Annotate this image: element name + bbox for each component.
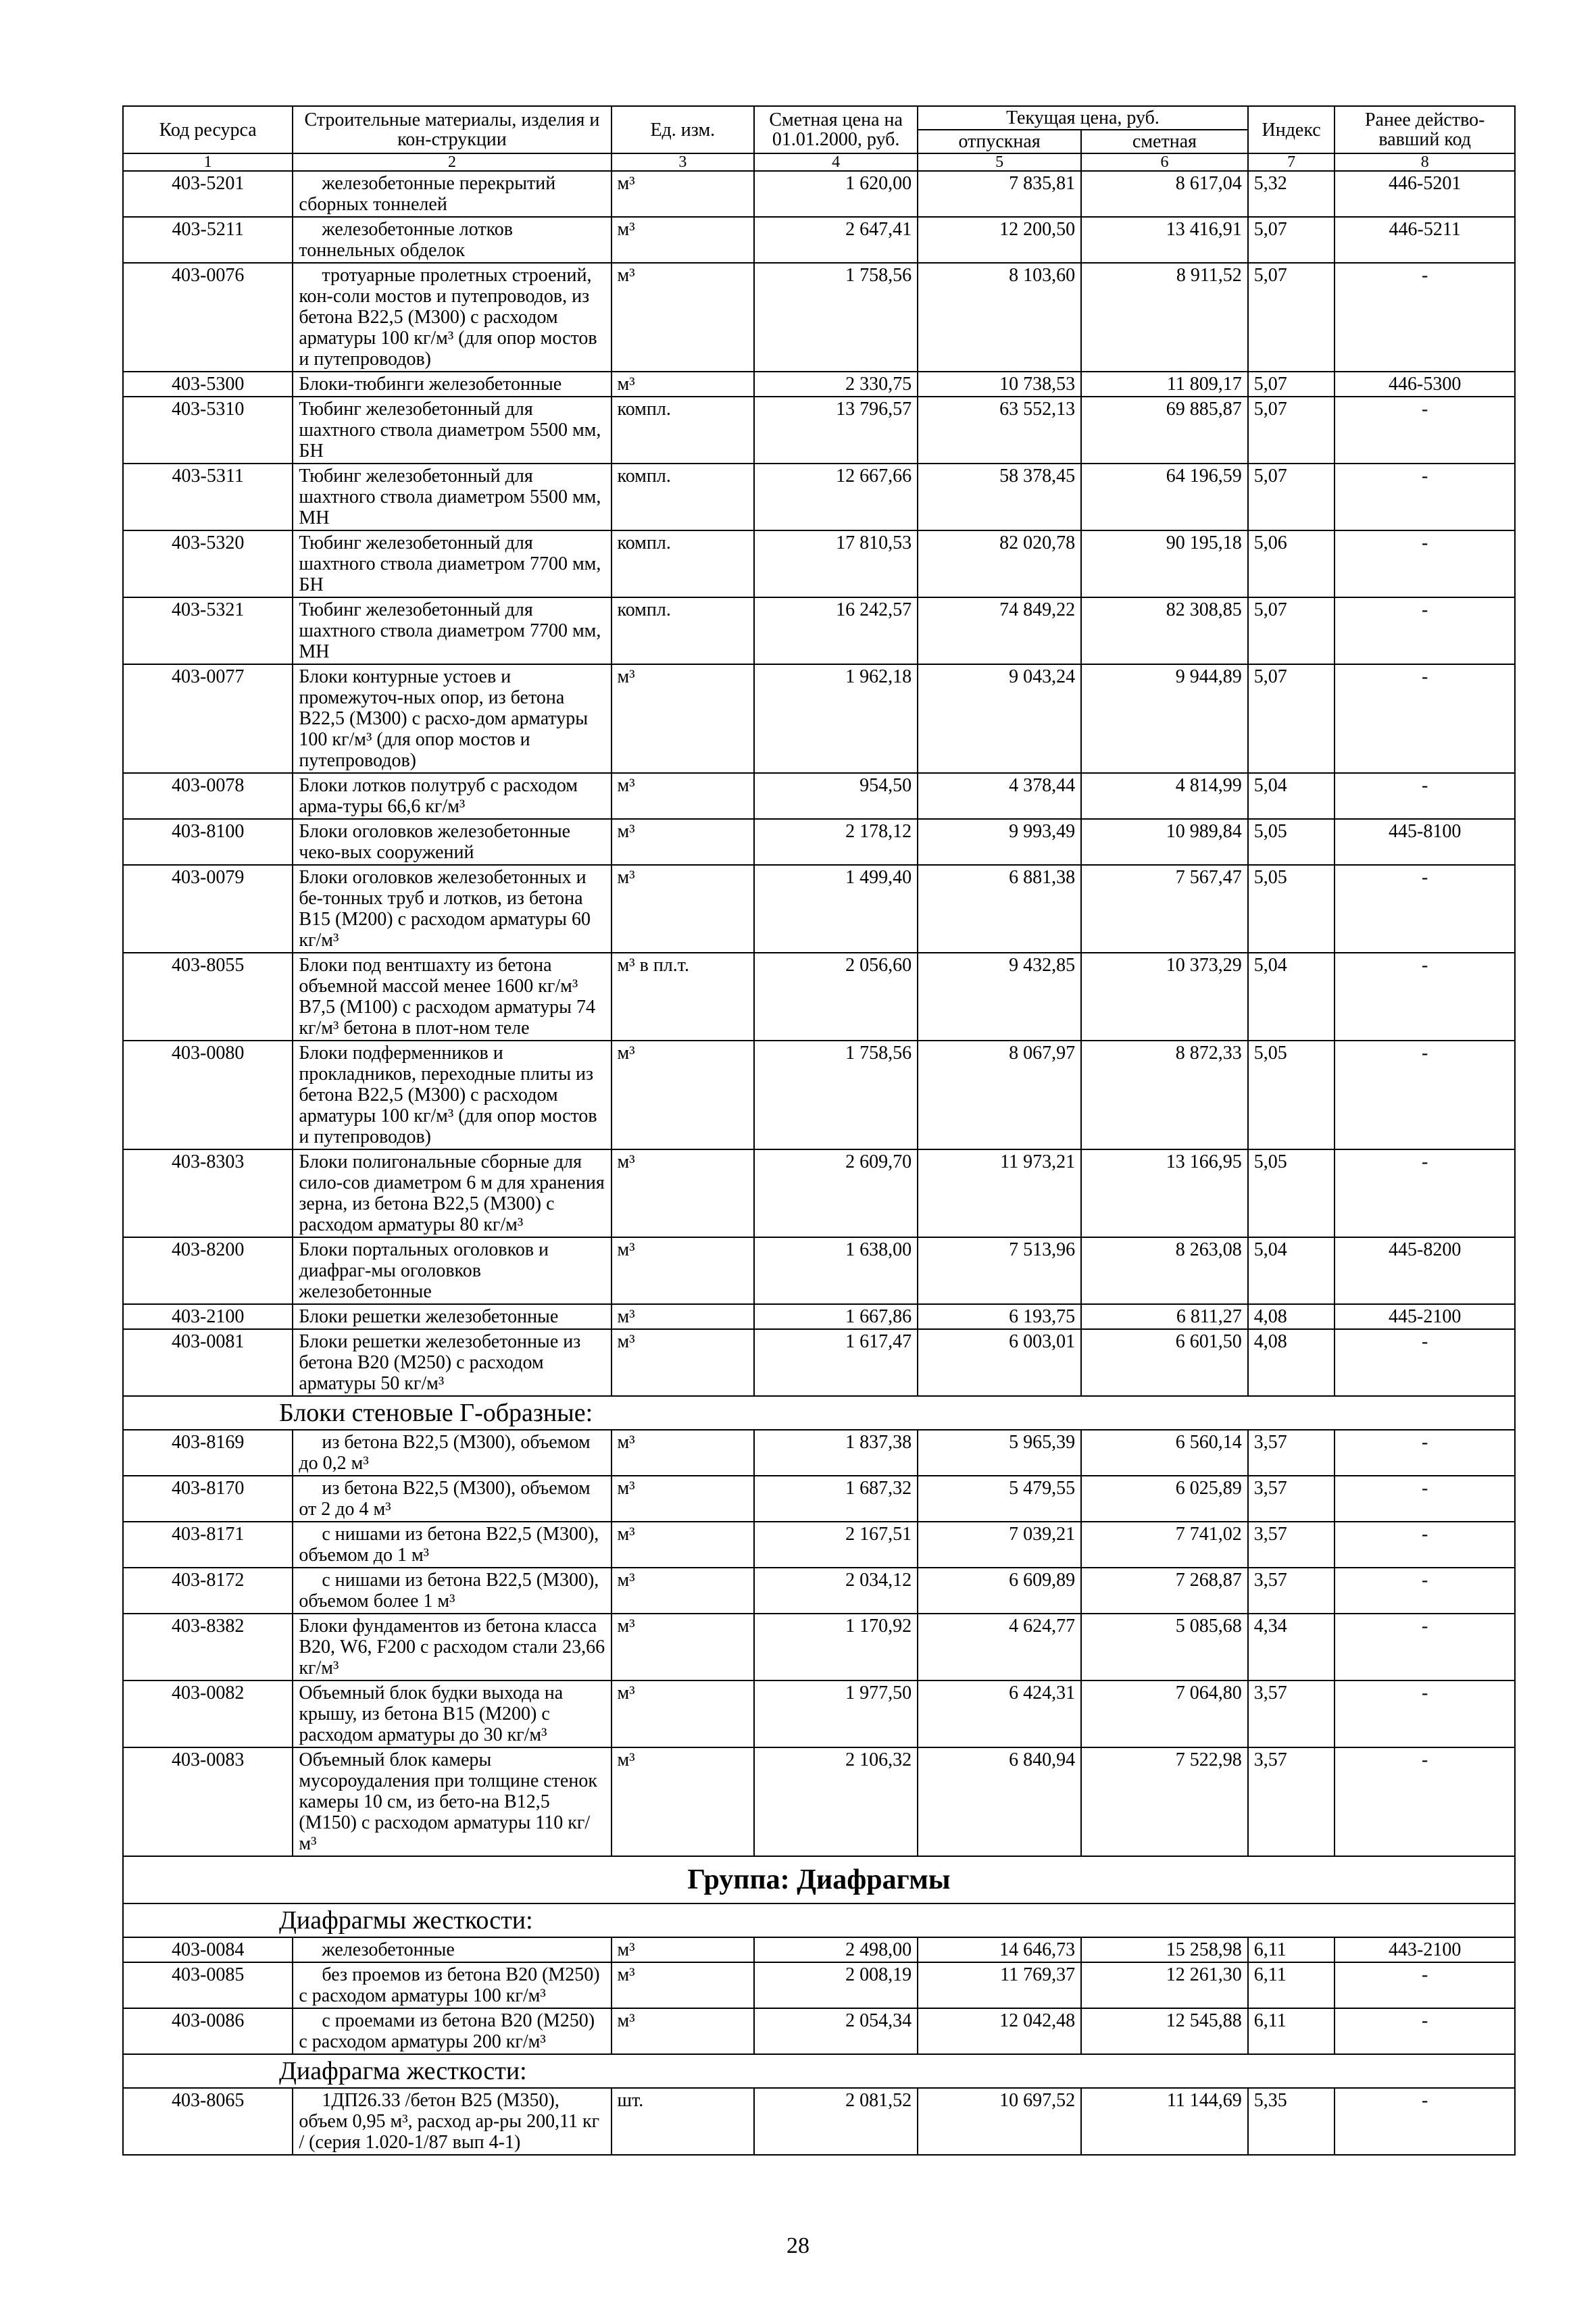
price-index-cell: 5,07 xyxy=(1248,464,1335,530)
base-price-cell: 1 962,18 xyxy=(754,664,918,773)
page-number: 28 xyxy=(787,2233,809,2258)
table-row xyxy=(123,1614,1515,1681)
release-price-cell: 74 849,22 xyxy=(918,597,1081,664)
release-price-cell: 6 840,94 xyxy=(918,1747,1081,1856)
column-number: 8 xyxy=(1335,153,1515,171)
previous-code-cell: 445-8100 xyxy=(1335,819,1515,865)
base-price-cell: 1 617,47 xyxy=(754,1329,918,1396)
material-name-cell: Блоки портальных оголовков и диафраг-мы оголовков железобетонные xyxy=(293,1237,611,1304)
estimate-price-cell: 6 025,89 xyxy=(1081,1476,1248,1522)
price-index-cell: 5,05 xyxy=(1248,819,1335,865)
base-price-cell: 1 620,00 xyxy=(754,171,918,217)
rows-group-blocks xyxy=(123,171,1515,1396)
table-row xyxy=(123,397,1515,464)
resource-code-cell: 403-5310 xyxy=(123,397,293,464)
column-number: 5 xyxy=(918,153,1081,171)
previous-code-cell: 443-2100 xyxy=(1335,1937,1515,1962)
material-name-cell: железобетонные лотков тоннельных обделок xyxy=(293,217,611,263)
material-name-cell: из бетона В22,5 (М300), объемом до 0,2 м³ xyxy=(293,1430,611,1476)
base-price-cell: 2 081,52 xyxy=(754,2088,918,2155)
previous-code-cell: - xyxy=(1335,2008,1515,2054)
table-row xyxy=(123,1041,1515,1149)
release-price-cell: 12 042,48 xyxy=(918,2008,1081,2054)
resource-code-cell: 403-5321 xyxy=(123,597,293,664)
estimate-price-cell: 12 261,30 xyxy=(1081,1962,1248,2008)
col-prev-code-header: Ранее действо-вавший код xyxy=(1335,106,1515,153)
previous-code-cell: - xyxy=(1335,597,1515,664)
material-name-cell: Блоки фундаментов из бетона класса В20, W6, F200 с расходом стали 23,66 кг/м³ xyxy=(293,1614,611,1681)
base-price-cell: 2 647,41 xyxy=(754,217,918,263)
col-unit-header: Ед. изм. xyxy=(612,106,755,153)
unit-cell: м³ xyxy=(612,171,755,217)
base-price-cell: 2 167,51 xyxy=(754,1522,918,1568)
section-header-row xyxy=(123,1903,1515,1937)
release-price-cell: 7 039,21 xyxy=(918,1522,1081,1568)
previous-code-cell: - xyxy=(1335,1476,1515,1522)
price-index-cell: 3,57 xyxy=(1248,1476,1335,1522)
release-price-cell: 5 479,55 xyxy=(918,1476,1081,1522)
resource-code-cell: 403-8065 xyxy=(123,2088,293,2155)
col-current-price-header: Текущая цена, руб. xyxy=(918,106,1248,130)
previous-code-cell: - xyxy=(1335,664,1515,773)
base-price-cell: 2 498,00 xyxy=(754,1937,918,1962)
release-price-cell: 4 624,77 xyxy=(918,1614,1081,1681)
resource-code-cell: 403-0078 xyxy=(123,773,293,819)
group-title: Группа: Диафрагмы xyxy=(123,1856,1515,1903)
unit-cell: компл. xyxy=(612,464,755,530)
unit-cell: м³ xyxy=(612,372,755,397)
base-price-cell: 1 837,38 xyxy=(754,1430,918,1476)
col-code-header: Код ресурса xyxy=(123,106,293,153)
previous-code-cell: - xyxy=(1335,397,1515,464)
release-price-cell: 6 609,89 xyxy=(918,1568,1081,1614)
table-row xyxy=(123,953,1515,1041)
resource-code-cell: 403-8055 xyxy=(123,953,293,1041)
resource-code-cell: 403-8100 xyxy=(123,819,293,865)
estimate-price-cell: 7 522,98 xyxy=(1081,1747,1248,1856)
table-row xyxy=(123,597,1515,664)
previous-code-cell: - xyxy=(1335,1329,1515,1396)
table-row xyxy=(123,1522,1515,1568)
price-index-cell: 4,08 xyxy=(1248,1304,1335,1329)
previous-code-cell: - xyxy=(1335,1962,1515,2008)
rows-group-diaphragm xyxy=(123,2088,1515,2155)
resource-code-cell: 403-5320 xyxy=(123,530,293,597)
resource-code-cell: 403-5311 xyxy=(123,464,293,530)
base-price-cell: 2 178,12 xyxy=(754,819,918,865)
unit-cell: компл. xyxy=(612,397,755,464)
base-price-cell: 1 499,40 xyxy=(754,865,918,953)
price-index-cell: 5,04 xyxy=(1248,773,1335,819)
base-price-cell: 2 330,75 xyxy=(754,372,918,397)
base-price-cell: 954,50 xyxy=(754,773,918,819)
estimate-price-cell: 8 263,08 xyxy=(1081,1237,1248,1304)
material-name-cell: Блоки оголовков железобетонные чеко-вых сооружений xyxy=(293,819,611,865)
release-price-cell: 7 835,81 xyxy=(918,171,1081,217)
estimate-price-cell: 8 911,52 xyxy=(1081,263,1248,372)
unit-cell: компл. xyxy=(612,597,755,664)
group-header-row xyxy=(123,1856,1515,1903)
material-name-cell: без проемов из бетона В20 (М250) с расходом арматуры 100 кг/м³ xyxy=(293,1962,611,2008)
price-table-sheet xyxy=(122,105,1516,2156)
previous-code-cell: - xyxy=(1335,1568,1515,1614)
price-index-cell: 5,05 xyxy=(1248,1149,1335,1237)
previous-code-cell: 446-5211 xyxy=(1335,217,1515,263)
col-name-header: Строительные материалы, изделия и кон-струкции xyxy=(293,106,611,153)
column-number: 3 xyxy=(612,153,755,171)
base-price-cell: 2 034,12 xyxy=(754,1568,918,1614)
base-price-cell: 16 242,57 xyxy=(754,597,918,664)
release-price-cell: 8 067,97 xyxy=(918,1041,1081,1149)
price-index-cell: 6,11 xyxy=(1248,2008,1335,2054)
table-row xyxy=(123,1304,1515,1329)
unit-cell: м³ xyxy=(612,1614,755,1681)
previous-code-cell: - xyxy=(1335,1522,1515,1568)
table-row xyxy=(123,1937,1515,1962)
material-name-cell: Тюбинг железобетонный для шахтного ствола диаметром 7700 мм, МН xyxy=(293,597,611,664)
unit-cell: м³ xyxy=(612,217,755,263)
material-name-cell: Тюбинг железобетонный для шахтного ствола диаметром 5500 мм, МН xyxy=(293,464,611,530)
release-price-cell: 9 993,49 xyxy=(918,819,1081,865)
previous-code-cell: 445-8200 xyxy=(1335,1237,1515,1304)
material-name-cell: Блоки решетки железобетонные xyxy=(293,1304,611,1329)
previous-code-cell: - xyxy=(1335,464,1515,530)
price-index-cell: 3,57 xyxy=(1248,1681,1335,1747)
unit-cell: м³ xyxy=(612,1568,755,1614)
table-row xyxy=(123,865,1515,953)
estimate-price-cell: 9 944,89 xyxy=(1081,664,1248,773)
release-price-cell: 10 738,53 xyxy=(918,372,1081,397)
base-price-cell: 2 008,19 xyxy=(754,1962,918,2008)
previous-code-cell: - xyxy=(1335,1747,1515,1856)
unit-cell: м³ xyxy=(612,1304,755,1329)
col-index-header: Индекс xyxy=(1248,106,1335,153)
estimate-price-cell: 10 373,29 xyxy=(1081,953,1248,1041)
resource-code-cell: 403-8172 xyxy=(123,1568,293,1614)
section-stiff2-title: Диафрагма жесткости: xyxy=(123,2054,1515,2088)
estimate-price-cell: 7 567,47 xyxy=(1081,865,1248,953)
table-row xyxy=(123,773,1515,819)
table-row xyxy=(123,2088,1515,2155)
resource-code-cell: 403-5300 xyxy=(123,372,293,397)
previous-code-cell: 445-2100 xyxy=(1335,1304,1515,1329)
release-price-cell: 6 424,31 xyxy=(918,1681,1081,1747)
previous-code-cell: - xyxy=(1335,530,1515,597)
table-row xyxy=(123,664,1515,773)
price-index-cell: 4,34 xyxy=(1248,1614,1335,1681)
table-row xyxy=(123,464,1515,530)
table-row xyxy=(123,1568,1515,1614)
material-name-cell: Блоки лотков полутруб с расходом арма-туры 66,6 кг/м³ xyxy=(293,773,611,819)
previous-code-cell: - xyxy=(1335,1149,1515,1237)
price-index-cell: 6,11 xyxy=(1248,1962,1335,2008)
column-number: 7 xyxy=(1248,153,1335,171)
base-price-cell: 2 056,60 xyxy=(754,953,918,1041)
price-index-cell: 5,07 xyxy=(1248,263,1335,372)
release-price-cell: 9 043,24 xyxy=(918,664,1081,773)
estimate-price-cell: 13 166,95 xyxy=(1081,1149,1248,1237)
unit-cell: м³ xyxy=(612,773,755,819)
material-name-cell: Блоки контурные устоев и промежуточ-ных опор, из бетона В22,5 (М300) с расхо-дом арматуры 100 кг/м³ (для опор мостов и путепроводов) xyxy=(293,664,611,773)
base-price-cell: 1 638,00 xyxy=(754,1237,918,1304)
price-index-cell: 3,57 xyxy=(1248,1568,1335,1614)
price-index-cell: 5,07 xyxy=(1248,597,1335,664)
base-price-cell: 2 054,34 xyxy=(754,2008,918,2054)
table-row xyxy=(123,263,1515,372)
unit-cell: м³ xyxy=(612,1937,755,1962)
estimate-price-cell: 82 308,85 xyxy=(1081,597,1248,664)
price-index-cell: 5,32 xyxy=(1248,171,1335,217)
section-header-row xyxy=(123,2054,1515,2088)
previous-code-cell: - xyxy=(1335,1614,1515,1681)
resource-code-cell: 403-0081 xyxy=(123,1329,293,1396)
price-index-cell: 5,04 xyxy=(1248,953,1335,1041)
estimate-price-cell: 69 885,87 xyxy=(1081,397,1248,464)
table-header xyxy=(123,106,1515,171)
release-price-cell: 63 552,13 xyxy=(918,397,1081,464)
resource-code-cell: 403-0082 xyxy=(123,1681,293,1747)
resource-code-cell: 403-0076 xyxy=(123,263,293,372)
table-row xyxy=(123,1681,1515,1747)
col-estimate-header: сметная xyxy=(1081,130,1248,153)
previous-code-cell: 446-5201 xyxy=(1335,171,1515,217)
table-row xyxy=(123,1476,1515,1522)
table-row xyxy=(123,1237,1515,1304)
estimate-price-cell: 8 617,04 xyxy=(1081,171,1248,217)
price-index-cell: 5,05 xyxy=(1248,865,1335,953)
price-index-cell: 5,07 xyxy=(1248,372,1335,397)
column-number: 1 xyxy=(123,153,293,171)
estimate-price-cell: 7 741,02 xyxy=(1081,1522,1248,1568)
rows-group-diaphragms xyxy=(123,1937,1515,2054)
resource-code-cell: 403-8170 xyxy=(123,1476,293,1522)
price-index-cell: 5,05 xyxy=(1248,1041,1335,1149)
unit-cell: м³ xyxy=(612,819,755,865)
col-release-header: отпускная xyxy=(918,130,1081,153)
unit-cell: м³ xyxy=(612,1329,755,1396)
base-price-cell: 2 106,32 xyxy=(754,1747,918,1856)
base-price-cell: 1 687,32 xyxy=(754,1476,918,1522)
material-name-cell: с нишами из бетона В22,5 (М300), объемом более 1 м³ xyxy=(293,1568,611,1614)
material-name-cell: Блоки полигональные сборные для сило-сов диаметром 6 м для хранения зерна, из бетона В22,5 (М300) с расходом арматуры 80 кг/м³ xyxy=(293,1149,611,1237)
table-row xyxy=(123,1747,1515,1856)
material-name-cell: Объемный блок камеры мусороудаления при толщине стенок камеры 10 см, из бето-на В12,5 (М150) с расходом арматуры 110 кг/м³ xyxy=(293,1747,611,1856)
unit-cell: шт. xyxy=(612,2088,755,2155)
material-name-cell: 1ДП26.33 /бетон В25 (М350), объем 0,95 м³, расход ар-ры 200,11 кг / (серия 1.020-1/87 вып 4-1) xyxy=(293,2088,611,2155)
material-name-cell: Блоки-тюбинги железобетонные xyxy=(293,372,611,397)
resource-code-cell: 403-0080 xyxy=(123,1041,293,1149)
release-price-cell: 6 881,38 xyxy=(918,865,1081,953)
estimate-price-cell: 8 872,33 xyxy=(1081,1041,1248,1149)
material-name-cell: тротуарные пролетных строений, кон-соли мостов и путепроводов, из бетона В22,5 (М300) с расходом арматуры 100 кг/м³ (для опор мостов и путепроводов) xyxy=(293,263,611,372)
estimate-price-cell: 7 064,80 xyxy=(1081,1681,1248,1747)
base-price-cell: 1 977,50 xyxy=(754,1681,918,1747)
material-name-cell: Объемный блок будки выхода на крышу, из бетона В15 (М200) с расходом арматуры до 30 кг/м³ xyxy=(293,1681,611,1747)
resource-code-cell: 403-8382 xyxy=(123,1614,293,1681)
resource-code-cell: 403-0086 xyxy=(123,2008,293,2054)
section-header-row xyxy=(123,1396,1515,1430)
price-index-cell: 3,57 xyxy=(1248,1430,1335,1476)
resource-code-cell: 403-0077 xyxy=(123,664,293,773)
material-name-cell: Тюбинг железобетонный для шахтного ствола диаметром 7700 мм, БН xyxy=(293,530,611,597)
previous-code-cell: - xyxy=(1335,865,1515,953)
table-row xyxy=(123,217,1515,263)
table-row xyxy=(123,372,1515,397)
material-name-cell: Блоки оголовков железобетонных и бе-тонных труб и лотков, из бетона В15 (М200) с расходом арматуры 60 кг/м³ xyxy=(293,865,611,953)
price-index-cell: 4,08 xyxy=(1248,1329,1335,1396)
release-price-cell: 11 973,21 xyxy=(918,1149,1081,1237)
estimate-price-cell: 5 085,68 xyxy=(1081,1614,1248,1681)
base-price-cell: 1 758,56 xyxy=(754,263,918,372)
table-row xyxy=(123,171,1515,217)
column-number: 6 xyxy=(1081,153,1248,171)
table-row xyxy=(123,819,1515,865)
resource-code-cell: 403-8169 xyxy=(123,1430,293,1476)
price-index-cell: 5,07 xyxy=(1248,664,1335,773)
release-price-cell: 58 378,45 xyxy=(918,464,1081,530)
estimate-price-cell: 90 195,18 xyxy=(1081,530,1248,597)
price-table xyxy=(122,105,1516,2156)
unit-cell: м³ в пл.т. xyxy=(612,953,755,1041)
unit-cell: м³ xyxy=(612,1237,755,1304)
section-walls-title: Блоки стеновые Г-образные: xyxy=(123,1396,1515,1430)
previous-code-cell: - xyxy=(1335,1681,1515,1747)
release-price-cell: 82 020,78 xyxy=(918,530,1081,597)
base-price-cell: 13 796,57 xyxy=(754,397,918,464)
estimate-price-cell: 10 989,84 xyxy=(1081,819,1248,865)
unit-cell: м³ xyxy=(612,2008,755,2054)
unit-cell: м³ xyxy=(612,1962,755,2008)
resource-code-cell: 403-0085 xyxy=(123,1962,293,2008)
base-price-cell: 1 758,56 xyxy=(754,1041,918,1149)
resource-code-cell: 403-8200 xyxy=(123,1237,293,1304)
unit-cell: м³ xyxy=(612,1681,755,1747)
release-price-cell: 6 193,75 xyxy=(918,1304,1081,1329)
price-index-cell: 5,07 xyxy=(1248,217,1335,263)
resource-code-cell: 403-0083 xyxy=(123,1747,293,1856)
resource-code-cell: 403-8303 xyxy=(123,1149,293,1237)
previous-code-cell: - xyxy=(1335,773,1515,819)
release-price-cell: 9 432,85 xyxy=(918,953,1081,1041)
release-price-cell: 12 200,50 xyxy=(918,217,1081,263)
material-name-cell: Блоки под вентшахту из бетона объемной массой менее 1600 кг/м³ В7,5 (М100) с расходом арматуры 74 кг/м³ бетона в плот-ном теле xyxy=(293,953,611,1041)
column-numbers-row xyxy=(123,153,1515,171)
table-row xyxy=(123,1430,1515,1476)
resource-code-cell: 403-0079 xyxy=(123,865,293,953)
estimate-price-cell: 64 196,59 xyxy=(1081,464,1248,530)
price-index-cell: 5,06 xyxy=(1248,530,1335,597)
unit-cell: компл. xyxy=(612,530,755,597)
estimate-price-cell: 6 601,50 xyxy=(1081,1329,1248,1396)
resource-code-cell: 403-5211 xyxy=(123,217,293,263)
material-name-cell: из бетона В22,5 (М300), объемом от 2 до 4 м³ xyxy=(293,1476,611,1522)
estimate-price-cell: 15 258,98 xyxy=(1081,1937,1248,1962)
material-name-cell: с нишами из бетона В22,5 (М300), объемом до 1 м³ xyxy=(293,1522,611,1568)
estimate-price-cell: 11 809,17 xyxy=(1081,372,1248,397)
release-price-cell: 11 769,37 xyxy=(918,1962,1081,2008)
estimate-price-cell: 4 814,99 xyxy=(1081,773,1248,819)
material-name-cell: Тюбинг железобетонный для шахтного ствола диаметром 5500 мм, БН xyxy=(293,397,611,464)
unit-cell: м³ xyxy=(612,1149,755,1237)
price-index-cell: 6,11 xyxy=(1248,1937,1335,1962)
estimate-price-cell: 6 811,27 xyxy=(1081,1304,1248,1329)
release-price-cell: 10 697,52 xyxy=(918,2088,1081,2155)
price-index-cell: 5,07 xyxy=(1248,397,1335,464)
estimate-price-cell: 7 268,87 xyxy=(1081,1568,1248,1614)
unit-cell: м³ xyxy=(612,664,755,773)
previous-code-cell: - xyxy=(1335,953,1515,1041)
release-price-cell: 14 646,73 xyxy=(918,1937,1081,1962)
table-row xyxy=(123,2008,1515,2054)
table-row xyxy=(123,530,1515,597)
column-number: 2 xyxy=(293,153,611,171)
table-row xyxy=(123,1962,1515,2008)
material-name-cell: Блоки решетки железобетонные из бетона В20 (М250) с расходом арматуры 50 кг/м³ xyxy=(293,1329,611,1396)
previous-code-cell: - xyxy=(1335,1430,1515,1476)
previous-code-cell: - xyxy=(1335,1041,1515,1149)
unit-cell: м³ xyxy=(612,1430,755,1476)
price-index-cell: 5,04 xyxy=(1248,1237,1335,1304)
resource-code-cell: 403-0084 xyxy=(123,1937,293,1962)
unit-cell: м³ xyxy=(612,1041,755,1149)
previous-code-cell: - xyxy=(1335,2088,1515,2155)
base-price-cell: 1 170,92 xyxy=(754,1614,918,1681)
previous-code-cell: - xyxy=(1335,263,1515,372)
base-price-cell: 12 667,66 xyxy=(754,464,918,530)
unit-cell: м³ xyxy=(612,865,755,953)
table-row xyxy=(123,1329,1515,1396)
resource-code-cell: 403-5201 xyxy=(123,171,293,217)
column-number: 4 xyxy=(754,153,918,171)
previous-code-cell: 446-5300 xyxy=(1335,372,1515,397)
release-price-cell: 7 513,96 xyxy=(918,1237,1081,1304)
release-price-cell: 5 965,39 xyxy=(918,1430,1081,1476)
resource-code-cell: 403-2100 xyxy=(123,1304,293,1329)
base-price-cell: 1 667,86 xyxy=(754,1304,918,1329)
release-price-cell: 6 003,01 xyxy=(918,1329,1081,1396)
price-index-cell: 3,57 xyxy=(1248,1747,1335,1856)
rows-group-walls xyxy=(123,1430,1515,1856)
section-stiff-title: Диафрагмы жесткости: xyxy=(123,1903,1515,1937)
unit-cell: м³ xyxy=(612,1476,755,1522)
price-index-cell: 3,57 xyxy=(1248,1522,1335,1568)
unit-cell: м³ xyxy=(612,1522,755,1568)
estimate-price-cell: 13 416,91 xyxy=(1081,217,1248,263)
resource-code-cell: 403-8171 xyxy=(123,1522,293,1568)
material-name-cell: железобетонные xyxy=(293,1937,611,1962)
base-price-cell: 17 810,53 xyxy=(754,530,918,597)
estimate-price-cell: 11 144,69 xyxy=(1081,2088,1248,2155)
estimate-price-cell: 12 545,88 xyxy=(1081,2008,1248,2054)
unit-cell: м³ xyxy=(612,1747,755,1856)
col-base-price-header: Сметная цена на 01.01.2000, руб. xyxy=(754,106,918,153)
release-price-cell: 8 103,60 xyxy=(918,263,1081,372)
material-name-cell: Блоки подферменников и прокладников, переходные плиты из бетона В22,5 (М300) с расходом арматуры 100 кг/м³ (для опор мостов и путепроводов) xyxy=(293,1041,611,1149)
material-name-cell: с проемами из бетона В20 (М250) с расходом арматуры 200 кг/м³ xyxy=(293,2008,611,2054)
table-row xyxy=(123,1149,1515,1237)
estimate-price-cell: 6 560,14 xyxy=(1081,1430,1248,1476)
material-name-cell: железобетонные перекрытий сборных тоннелей xyxy=(293,171,611,217)
base-price-cell: 2 609,70 xyxy=(754,1149,918,1237)
price-index-cell: 5,35 xyxy=(1248,2088,1335,2155)
release-price-cell: 4 378,44 xyxy=(918,773,1081,819)
unit-cell: м³ xyxy=(612,263,755,372)
